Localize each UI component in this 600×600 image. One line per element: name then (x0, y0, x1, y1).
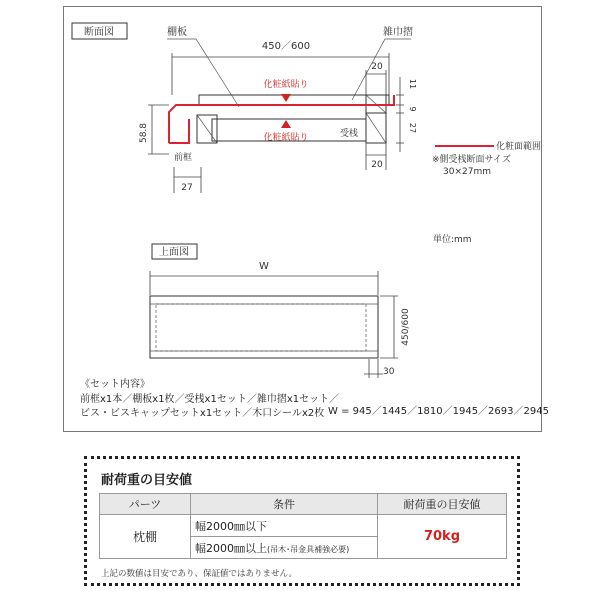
dim-9: 9 (408, 106, 417, 112)
top-width-label: W (259, 261, 269, 272)
dim-20-bottom: 20 (371, 160, 383, 170)
dim-11: 11 (408, 78, 417, 90)
technical-drawing (64, 7, 543, 433)
dim-30: 30 (383, 367, 395, 377)
condition-2-main: 幅2000㎜以上 (195, 541, 267, 555)
condition-2-sub: (吊木･吊金具補強必要) (267, 544, 350, 554)
width-values: W = 945／1445／1810／1945／2693／2945 (328, 406, 549, 417)
part-name: 枕棚 (100, 515, 191, 559)
table-header-row (100, 494, 507, 515)
load-capacity-table (99, 493, 507, 559)
load-capacity-note: 上記の数値は目安であり、保証値ではありません。 (101, 569, 298, 579)
load-capacity-title: 耐荷重の目安値 (101, 473, 193, 488)
width-dim-text: 450／600 (261, 41, 311, 52)
set-contents-line1: 前框x1本／棚板x1枚／受桟x1セット／雑巾摺x1セット／ (80, 394, 340, 405)
front-frame-label: 前框 (174, 153, 193, 163)
top-view-shelf (150, 296, 378, 358)
shelf-board (199, 95, 389, 105)
section-view-label: 断面図 (84, 27, 114, 38)
note-line2: 30×27mm (443, 167, 491, 177)
legend-label: 化粧面範囲 (496, 142, 542, 152)
drawing-panel (63, 6, 542, 432)
dust-strip-label: 雑巾摺 (383, 27, 413, 38)
top-view-label: 上面図 (159, 247, 189, 258)
header-parts: パーツ (100, 494, 191, 515)
laminate-bottom-label: 化粧紙貼り (263, 133, 309, 143)
dim-27-bottom: 27 (181, 183, 193, 193)
set-contents-title: 《セット内容》 (80, 379, 150, 390)
note-line1: ※側受桟断面サイズ (432, 155, 511, 165)
dim-58-8: 58.8 (139, 122, 149, 144)
dim-20-top: 20 (371, 62, 383, 72)
laminate-bottom-arrow (281, 120, 291, 128)
dim-27-right: 27 (408, 122, 417, 134)
receiver-label: 受桟 (340, 129, 359, 139)
condition-2 (191, 537, 378, 559)
laminate-top-arrow (281, 94, 291, 102)
top-view-inner-dashed (156, 304, 366, 351)
condition-1: 幅2000㎜以下 (191, 515, 378, 537)
header-condition: 条件 (191, 494, 378, 515)
load-value: 70kg (378, 515, 507, 559)
laminate-top-label: 化粧紙貼り (263, 80, 309, 90)
set-contents-line2: ビス・ビスキャップセットx1セット／木口シールx2枚 (80, 408, 325, 419)
load-capacity-box (84, 456, 520, 586)
top-depth-dim: 450/600 (401, 308, 411, 346)
header-load-value: 耐荷重の目安値 (378, 494, 507, 515)
shelf-board-leader (167, 39, 239, 107)
unit-label: 単位:mm (433, 235, 472, 245)
table-row (100, 515, 507, 537)
shelf-board-label: 棚板 (167, 27, 187, 38)
